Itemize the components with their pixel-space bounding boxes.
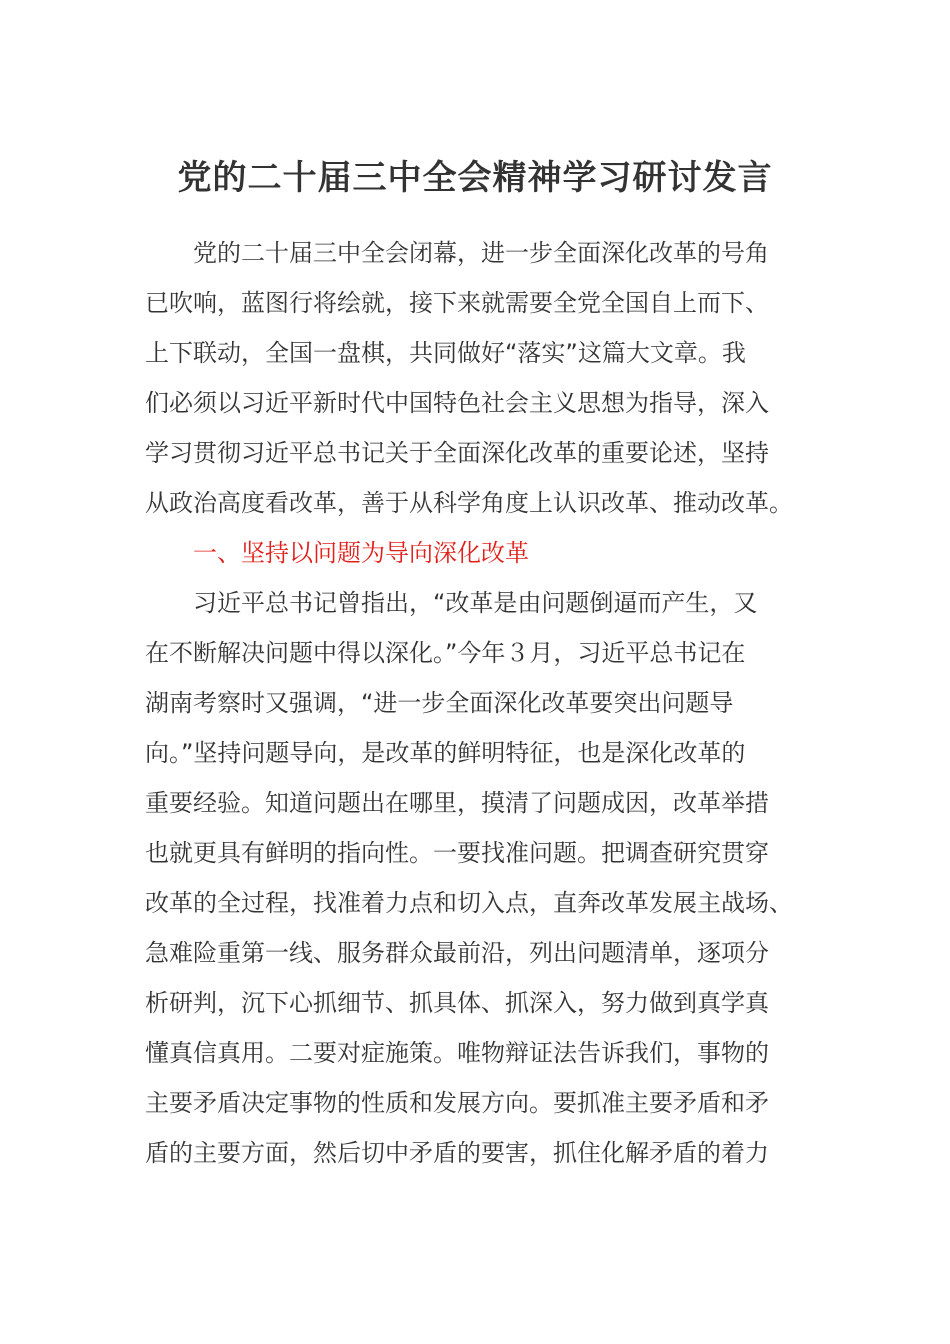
section-heading-1: 一、坚持以问题为导向深化改革 xyxy=(193,539,529,567)
paragraph-2-line-6: 也就更具有鲜明的指向性。一要找准问题。把调查研究贯穿 xyxy=(145,839,769,867)
paragraph-2-line-7: 改革的全过程，找准着力点和切入点，直奔改革发展主战场、 xyxy=(145,889,793,917)
paragraph-1-line-2: 已吹响，蓝图行将绘就，接下来就需要全党全国自上而下、 xyxy=(145,289,769,317)
paragraph-1-line-6: 从政治高度看改革，善于从科学角度上认识改革、推动改革。 xyxy=(145,489,793,517)
paragraph-2-line-2: 在不断解决问题中得以深化。”今年３月，习近平总书记在 xyxy=(145,639,746,667)
paragraph-2-line-12: 盾的主要方面，然后切中矛盾的要害，抓住化解矛盾的着力 xyxy=(145,1139,769,1167)
paragraph-1-line-3: 上下联动，全国一盘棋，共同做好“落实”这篇大文章。我 xyxy=(145,339,746,367)
paragraph-2-line-1: 习近平总书记曾指出，“改革是由问题倒逼而产生，又 xyxy=(193,589,758,617)
document-body xyxy=(145,228,810,1178)
paragraph-1-line-1: 党的二十届三中全会闭幕，进一步全面深化改革的号角 xyxy=(193,239,769,267)
paragraph-2-line-8: 急难险重第一线、服务群众最前沿，列出问题清单，逐项分 xyxy=(145,939,769,967)
paragraph-2-line-3: 湖南考察时又强调，“进一步全面深化改革要突出问题导 xyxy=(145,689,734,717)
paragraph-1-line-4: 们必须以习近平新时代中国特色社会主义思想为指导，深入 xyxy=(145,389,769,417)
paragraph-2-line-5: 重要经验。知道问题出在哪里，摸清了问题成因，改革举措 xyxy=(145,789,769,817)
paragraph-2-line-9: 析研判，沉下心抓细节、抓具体、抓深入，努力做到真学真 xyxy=(145,989,769,1017)
paragraph-2-line-10: 懂真信真用。二要对症施策。唯物辩证法告诉我们，事物的 xyxy=(145,1039,769,1067)
paragraph-1-line-5: 学习贯彻习近平总书记关于全面深化改革的重要论述，坚持 xyxy=(145,439,769,467)
paragraph-2-line-4: 向。”坚持问题导向，是改革的鲜明特征，也是深化改革的 xyxy=(145,739,746,767)
paragraph-2-line-11: 主要矛盾决定事物的性质和发展方向。要抓准主要矛盾和矛 xyxy=(145,1089,769,1117)
document-title: 党的二十届三中全会精神学习研讨发言 xyxy=(177,158,773,198)
